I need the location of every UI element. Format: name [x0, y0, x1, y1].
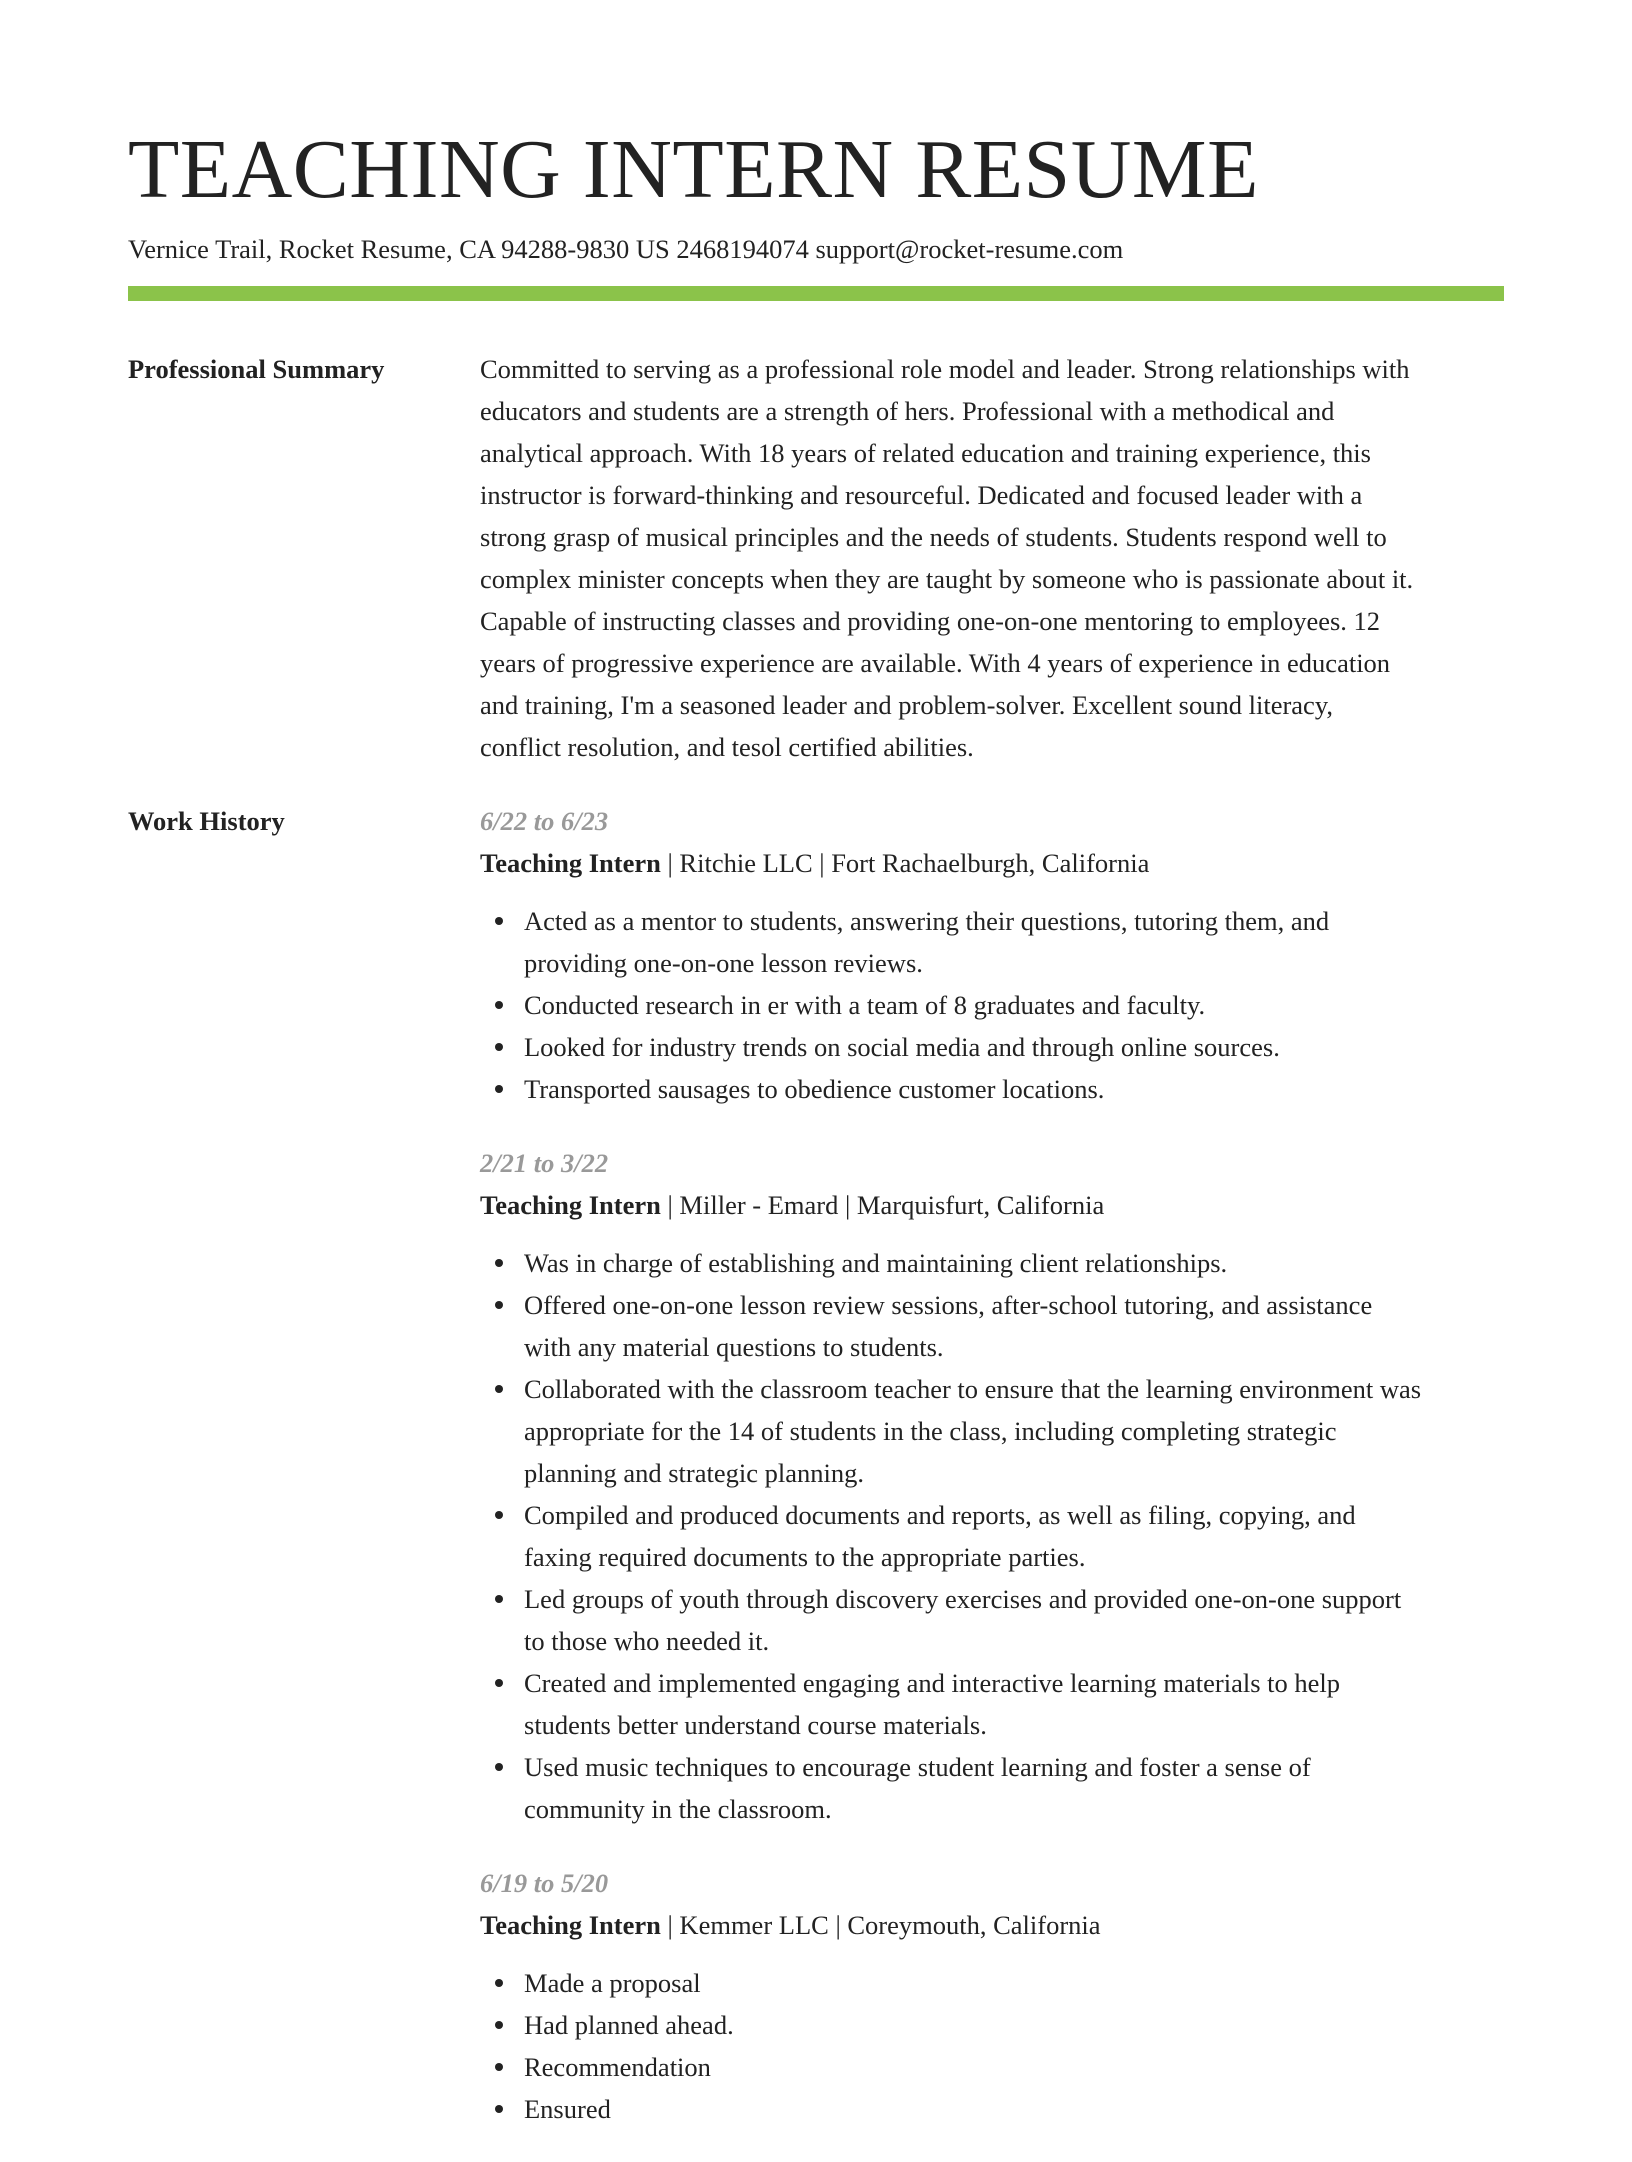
job-bullet-line: Transported sausages to obedience customer locations. — [524, 1074, 1105, 1104]
bullet-dot-icon — [495, 917, 503, 925]
job-bullet-line: Recommendation — [524, 2052, 711, 2082]
job-bullet — [480, 900, 1510, 984]
header-divider — [128, 286, 1504, 301]
job-bullet — [480, 1578, 1510, 1662]
job-bullet — [480, 1368, 1510, 1494]
job-bullet-line: Looked for industry trends on social media and through online sources. — [524, 1032, 1280, 1062]
bullet-dot-icon — [495, 1301, 503, 1309]
job-bullet-line: Acted as a mentor to students, answering their questions, tutoring them, and — [524, 906, 1330, 936]
job-bullet-line: with any material questions to students. — [524, 1332, 944, 1362]
job-heading — [480, 842, 1510, 884]
summary-line: conflict resolution, and tesol certified abilities. — [480, 732, 974, 762]
job-bullet — [480, 984, 1510, 1026]
job-bullet — [480, 1284, 1510, 1368]
job-bullet-line: Collaborated with the classroom teacher to ensure that the learning environment was — [524, 1374, 1422, 1404]
job-bullet-line: appropriate for the 14 of students in the class, including completing strategic — [524, 1416, 1337, 1446]
job-bullet-line: Led groups of youth through discovery exercises and provided one-on-one support — [524, 1584, 1402, 1614]
job-bullet-list — [480, 900, 1510, 1110]
job-bullet — [480, 2046, 1510, 2088]
bullet-dot-icon — [495, 1511, 503, 1519]
job-bullet — [480, 1026, 1510, 1068]
job-heading — [480, 1184, 1510, 1226]
summary-section — [480, 348, 1510, 768]
job-employer-location: | Kemmer LLC | Coreymouth, California — [660, 1910, 1101, 1940]
bullet-dot-icon — [495, 1679, 503, 1687]
job-bullet-line: Used music techniques to encourage student learning and foster a sense of — [524, 1752, 1311, 1782]
job-bullet-line: community in the classroom. — [524, 1794, 832, 1824]
summary-text — [480, 348, 1510, 768]
job-bullet — [480, 1662, 1510, 1746]
bullet-dot-icon — [495, 1259, 503, 1267]
work-history-section — [480, 800, 1510, 2162]
summary-line: years of progressive experience are available. With 4 years of experience in education — [480, 648, 1391, 678]
job-bullet-list — [480, 1962, 1510, 2130]
summary-line: Committed to serving as a professional role model and leader. Strong relationships with — [480, 354, 1410, 384]
job-dates: 6/19 to 5/20 — [480, 1868, 609, 1898]
job-bullet-line: Was in charge of establishing and maintaining client relationships. — [524, 1248, 1228, 1278]
job-title: Teaching Intern — [480, 1910, 661, 1940]
bullet-dot-icon — [495, 2063, 503, 2071]
job-bullet-line: Created and implemented engaging and interactive learning materials to help — [524, 1668, 1341, 1698]
job-entry — [480, 1862, 1510, 2130]
job-employer-location: | Miller - Emard | Marquisfurt, California — [660, 1190, 1105, 1220]
job-bullet — [480, 2004, 1510, 2046]
summary-heading: Professional Summary — [128, 354, 385, 384]
bullet-dot-icon — [495, 1595, 503, 1603]
job-dates: 2/21 to 3/22 — [480, 1148, 609, 1178]
job-bullet — [480, 1068, 1510, 1110]
job-bullet-line: Conducted research in er with a team of 8 graduates and faculty. — [524, 990, 1206, 1020]
bullet-dot-icon — [495, 1763, 503, 1771]
bullet-dot-icon — [495, 1979, 503, 1987]
summary-line: analytical approach. With 18 years of related education and training experience, this — [480, 438, 1371, 468]
job-bullet-line: Offered one-on-one lesson review sessions, after-school tutoring, and assistance — [524, 1290, 1373, 1320]
job-bullet — [480, 1962, 1510, 2004]
job-bullet-line: planning and strategic planning. — [524, 1458, 864, 1488]
job-bullet-line: Had planned ahead. — [524, 2010, 734, 2040]
summary-line: complex minister concepts when they are taught by someone who is passionate about it. — [480, 564, 1414, 594]
summary-line: and training, I'm a seasoned leader and problem-solver. Excellent sound literacy, — [480, 690, 1333, 720]
job-bullet — [480, 1242, 1510, 1284]
summary-line: instructor is forward-thinking and resourceful. Dedicated and focused leader with a — [480, 480, 1363, 510]
job-bullet — [480, 1494, 1510, 1578]
job-bullet-line: faxing required documents to the appropriate parties. — [524, 1542, 1086, 1572]
bullet-dot-icon — [495, 1001, 503, 1009]
job-bullet-line: Ensured — [524, 2094, 611, 2124]
job-bullet-line: to those who needed it. — [524, 1626, 770, 1656]
bullet-dot-icon — [495, 1385, 503, 1393]
job-employer-location: | Ritchie LLC | Fort Rachaelburgh, California — [660, 848, 1150, 878]
summary-line: educators and students are a strength of hers. Professional with a methodical and — [480, 396, 1335, 426]
job-bullet-line: students better understand course materials. — [524, 1710, 987, 1740]
job-bullet-list — [480, 1242, 1510, 1830]
job-entry — [480, 800, 1510, 1110]
contact-info: Vernice Trail, Rocket Resume, CA 94288-9830 US 2468194074 support@rocket-resume.com — [128, 234, 1124, 264]
job-bullet — [480, 1746, 1510, 1830]
job-heading — [480, 1904, 1510, 1946]
bullet-dot-icon — [495, 1085, 503, 1093]
summary-line: Capable of instructing classes and providing one-on-one mentoring to employees. 12 — [480, 606, 1381, 636]
bullet-dot-icon — [495, 2021, 503, 2029]
bullet-dot-icon — [495, 1043, 503, 1051]
resume-title: TEACHING INTERN RESUME — [128, 123, 1259, 216]
job-title: Teaching Intern — [480, 848, 661, 878]
work-history-heading: Work History — [128, 806, 285, 836]
summary-line: strong grasp of musical principles and the needs of students. Students respond well to — [480, 522, 1387, 552]
job-bullet-line: Made a proposal — [524, 1968, 701, 1998]
job-title: Teaching Intern — [480, 1190, 661, 1220]
job-bullet-line: providing one-on-one lesson reviews. — [524, 948, 923, 978]
job-dates: 6/22 to 6/23 — [480, 806, 609, 836]
job-entry — [480, 1142, 1510, 1830]
job-bullet — [480, 2088, 1510, 2130]
job-bullet-line: Compiled and produced documents and reports, as well as filing, copying, and — [524, 1500, 1356, 1530]
